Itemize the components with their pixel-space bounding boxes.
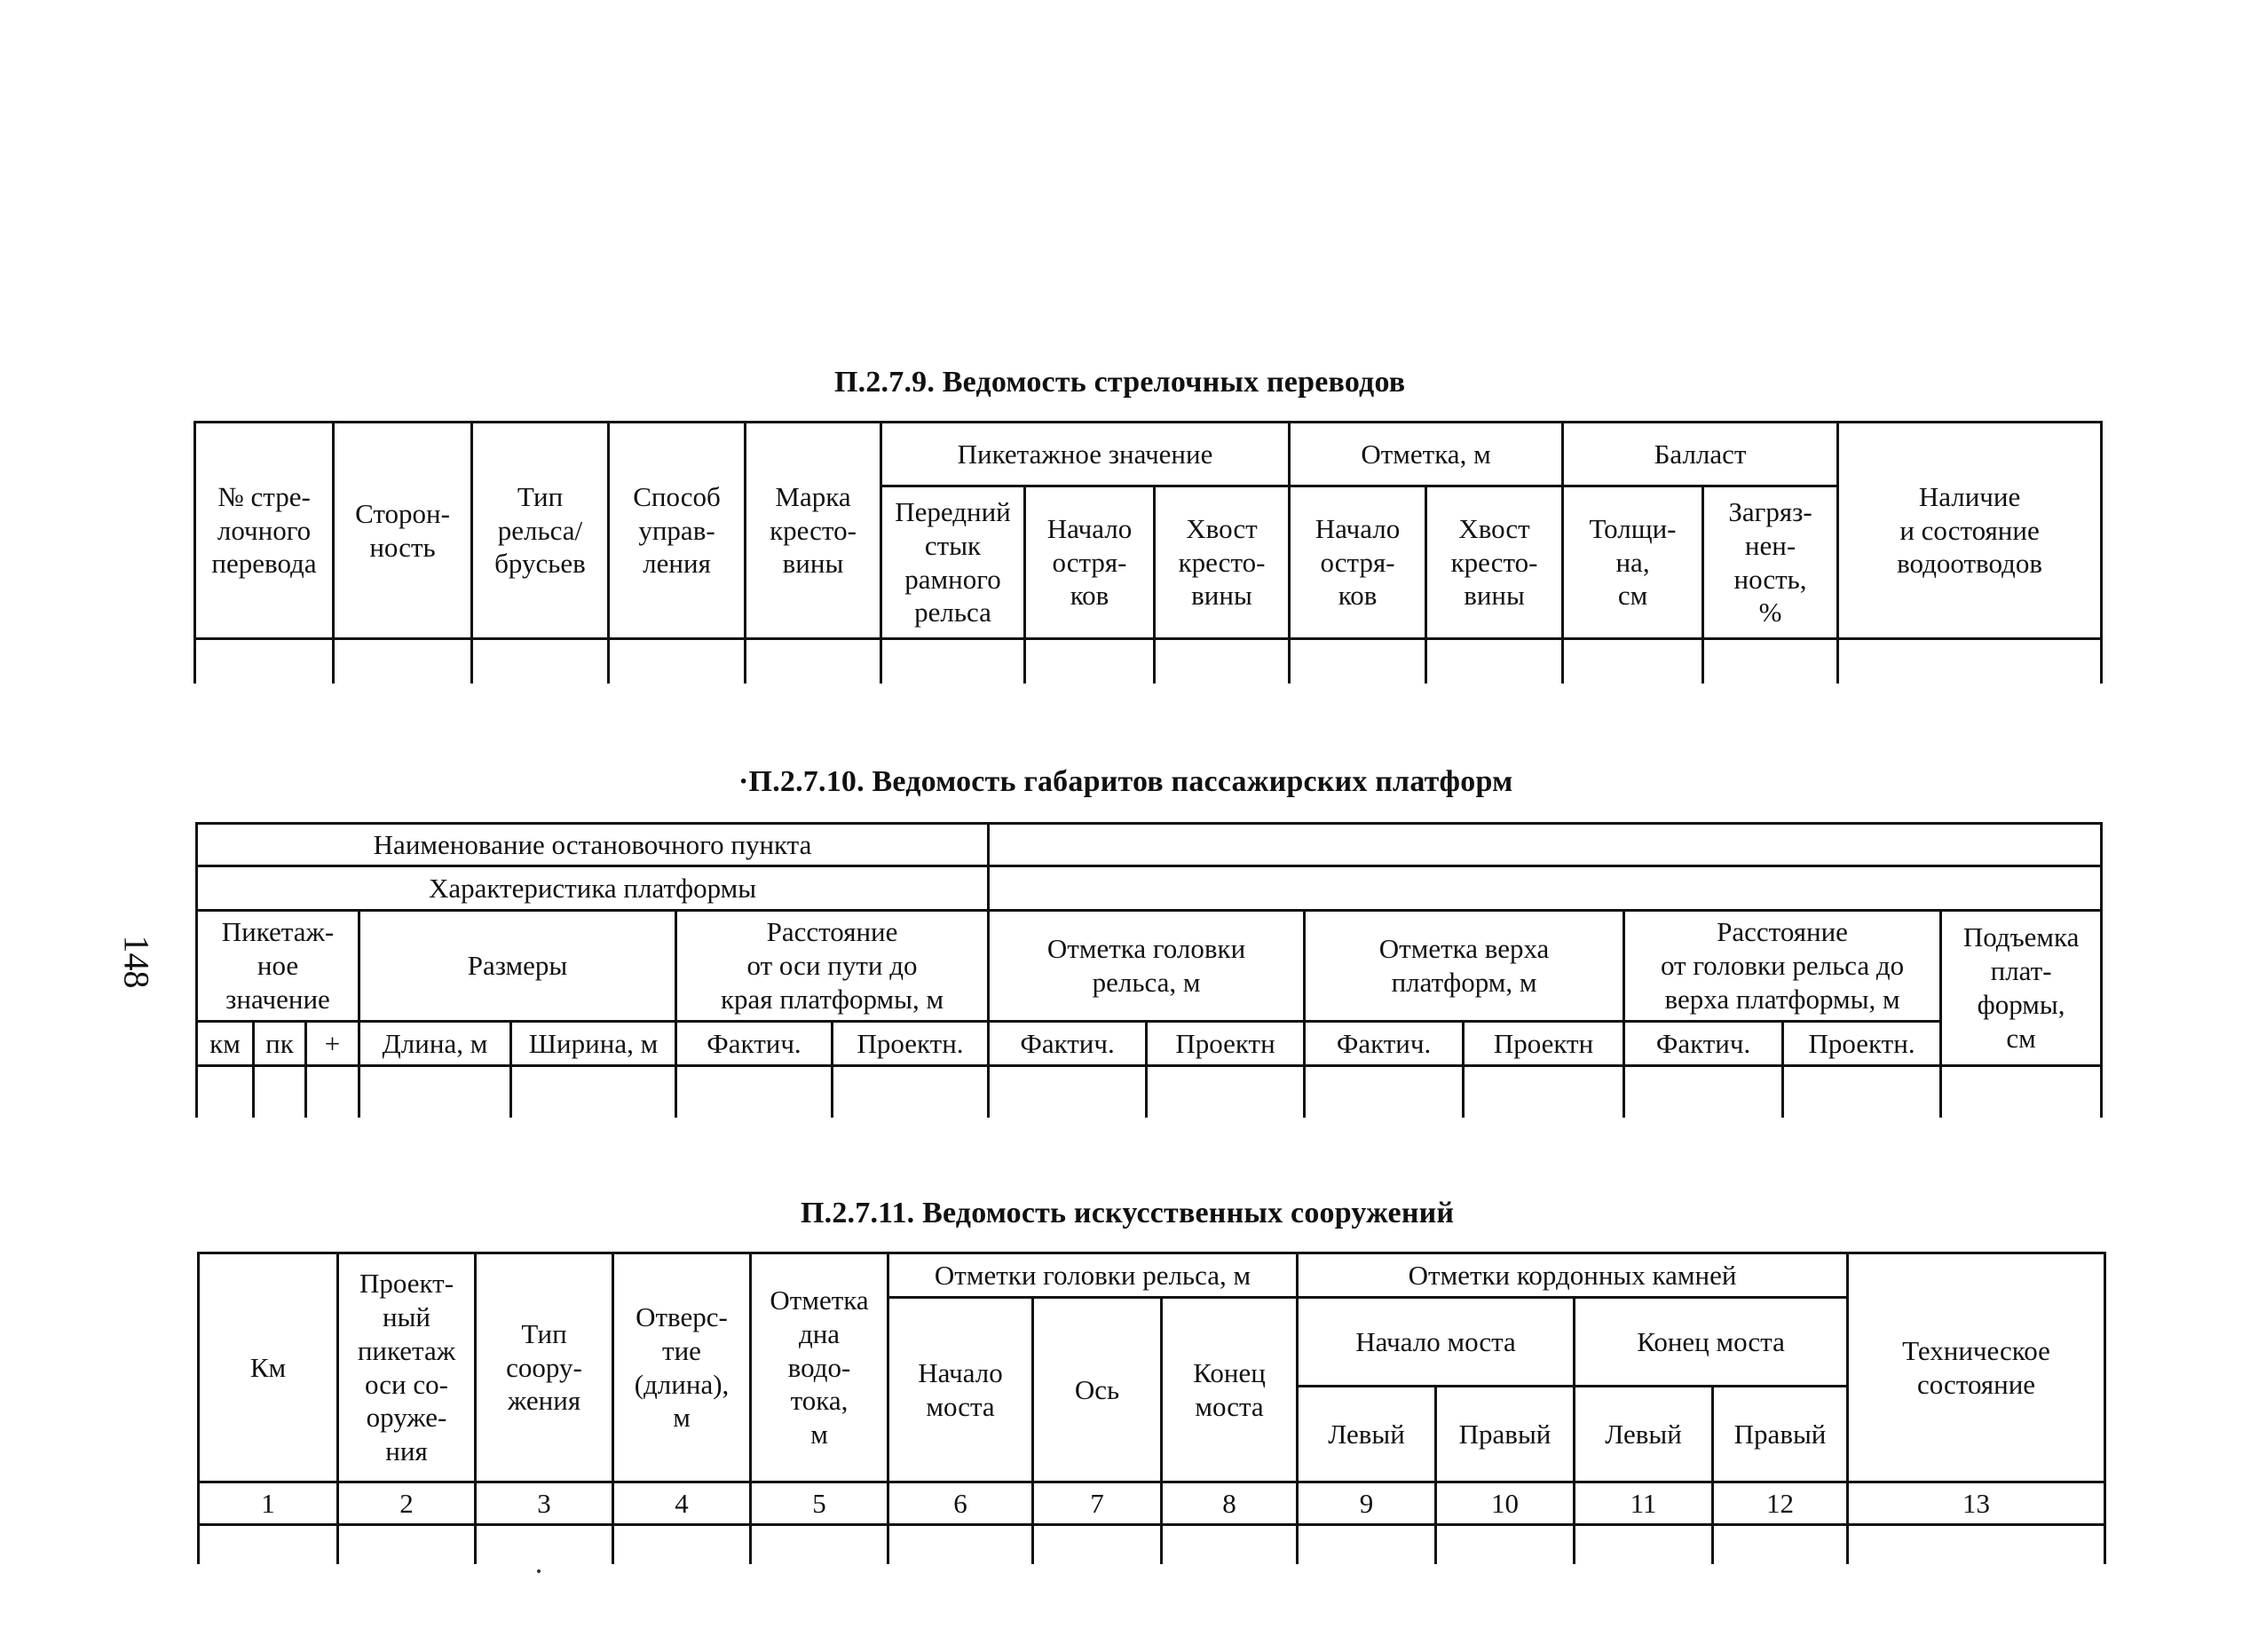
header-km: км — [197, 1022, 254, 1066]
column-number: 5 — [751, 1482, 888, 1525]
header-side: Сторон- ность — [334, 423, 472, 639]
header-structure-type: Тип соору- жения — [476, 1253, 613, 1482]
header-plus: + — [306, 1022, 359, 1066]
column-number: 13 — [1848, 1482, 2105, 1525]
header-curb-bridge-start: Начало моста — [1298, 1298, 1575, 1387]
page-number: 148 — [116, 935, 157, 989]
table-title-platforms — [738, 765, 1512, 799]
column-number: 6 — [888, 1482, 1033, 1525]
header-switch-number: № стре- лочного перевода — [195, 423, 334, 639]
header-elev-points-start: Начало остря- ков — [1290, 486, 1426, 639]
header-actual-2: Фактич. — [989, 1022, 1147, 1066]
header-design-picket: Проект- ный пикетаж оси со- оруже- ния — [338, 1253, 476, 1482]
header-left-2: Левый — [1575, 1387, 1713, 1482]
header-distance-rail-platform: Расстояние от головки рельса до верха платформы, м — [1624, 911, 1941, 1022]
scan-speck — [537, 1569, 541, 1573]
header-design-1: Проектн. — [833, 1022, 989, 1066]
header-right-2: Правый — [1713, 1387, 1848, 1482]
platform-characteristics-label: Характеристика платформы — [197, 866, 989, 911]
column-number: 3 — [476, 1482, 613, 1525]
header-width: Ширина, м — [511, 1022, 676, 1066]
header-bridge-start: Начало моста — [888, 1298, 1033, 1482]
header-control-method: Способ управ- ления — [609, 423, 746, 639]
column-numbers-row — [199, 1482, 2105, 1525]
header-design-4: Проектн. — [1783, 1022, 1941, 1066]
header-left-1: Левый — [1298, 1387, 1436, 1482]
table-title-switches: П.2.7.9. Ведомость стрелочных переводов — [834, 366, 1406, 399]
column-number: 10 — [1436, 1482, 1575, 1525]
header-distance-axis: Расстояние от оси пути до края платформы, м — [676, 911, 989, 1022]
column-number: 7 — [1033, 1482, 1162, 1525]
header-frog-grade: Марка кресто- вины — [746, 423, 881, 639]
header-platform-top-elevation: Отметка верха платформ, м — [1305, 911, 1624, 1022]
header-stream-bed-elevation: Отметка дна водо- тока, м — [751, 1253, 888, 1482]
column-number: 1 — [199, 1482, 338, 1525]
column-number: 11 — [1575, 1482, 1713, 1525]
header-group-curb-stones: Отметки кордонных камней — [1298, 1253, 1848, 1298]
platforms-table — [195, 822, 2103, 1118]
table-title-structures: П.2.7.11. Ведомость искусственных сооружений — [801, 1197, 1455, 1229]
column-number: 2 — [338, 1482, 476, 1525]
header-platform-lift: Подъемка плат- формы, см — [1941, 911, 2102, 1066]
column-number: 4 — [613, 1482, 751, 1525]
header-technical-condition: Техническое состояние — [1848, 1253, 2105, 1482]
switches-table — [193, 421, 2103, 684]
header-actual-3: Фактич. — [1305, 1022, 1464, 1066]
header-frog-tail: Хвост кресто- вины — [1155, 486, 1290, 639]
header-actual-1: Фактич. — [676, 1022, 833, 1066]
header-picket-value: Пикетаж- ное значение — [197, 911, 359, 1022]
header-front-joint: Передний стык рамного рельса — [881, 486, 1025, 639]
header-group-elevation: Отметка, м — [1290, 423, 1563, 486]
platform-characteristics-value — [989, 866, 2102, 911]
header-bridge-end: Конец моста — [1162, 1298, 1298, 1482]
header-group-rail-head: Отметки головки рельса, м — [888, 1253, 1298, 1298]
header-design-3: Проектн — [1464, 1022, 1624, 1066]
header-group-picket: Пикетажное значение — [881, 423, 1290, 486]
column-number: 9 — [1298, 1482, 1436, 1525]
header-dimensions: Размеры — [359, 911, 676, 1022]
header-curb-bridge-end: Конец моста — [1575, 1298, 1848, 1387]
table-row — [199, 1525, 2105, 1564]
header-km: Км — [199, 1253, 338, 1482]
header-group-ballast: Балласт — [1563, 423, 1838, 486]
header-axis: Ось — [1033, 1298, 1162, 1482]
header-ballast-thickness: Толщи- на, см — [1563, 486, 1703, 639]
header-rail-head-elevation: Отметка головки рельса, м — [989, 911, 1305, 1022]
table-row — [197, 1066, 2102, 1118]
header-points-start: Начало остря- ков — [1025, 486, 1155, 639]
header-pk: пк — [254, 1022, 306, 1066]
header-design-2: Проектн — [1147, 1022, 1305, 1066]
header-drainage: Наличие и состояние водоотводов — [1838, 423, 2102, 639]
header-length: Длина, м — [359, 1022, 511, 1066]
column-number: 8 — [1162, 1482, 1298, 1525]
title-mark: · — [738, 765, 749, 798]
header-ballast-contamination: Загряз- нен- ность, % — [1703, 486, 1838, 639]
title-text: П.2.7.10. Ведомость габаритов пассажирских платформ — [748, 765, 1513, 798]
header-actual-4: Фактич. — [1624, 1022, 1783, 1066]
stop-name-value — [989, 824, 2102, 866]
header-opening-length: Отверс- тие (длина), м — [613, 1253, 751, 1482]
column-number: 12 — [1713, 1482, 1848, 1525]
structures-table — [197, 1252, 2106, 1564]
header-rail-type: Тип рельса/ брусьев — [472, 423, 609, 639]
stop-name-label: Наименование остановочного пункта — [197, 824, 989, 866]
table-row — [195, 639, 2102, 684]
header-right-1: Правый — [1436, 1387, 1575, 1482]
header-elev-frog-tail: Хвост кресто- вины — [1426, 486, 1563, 639]
